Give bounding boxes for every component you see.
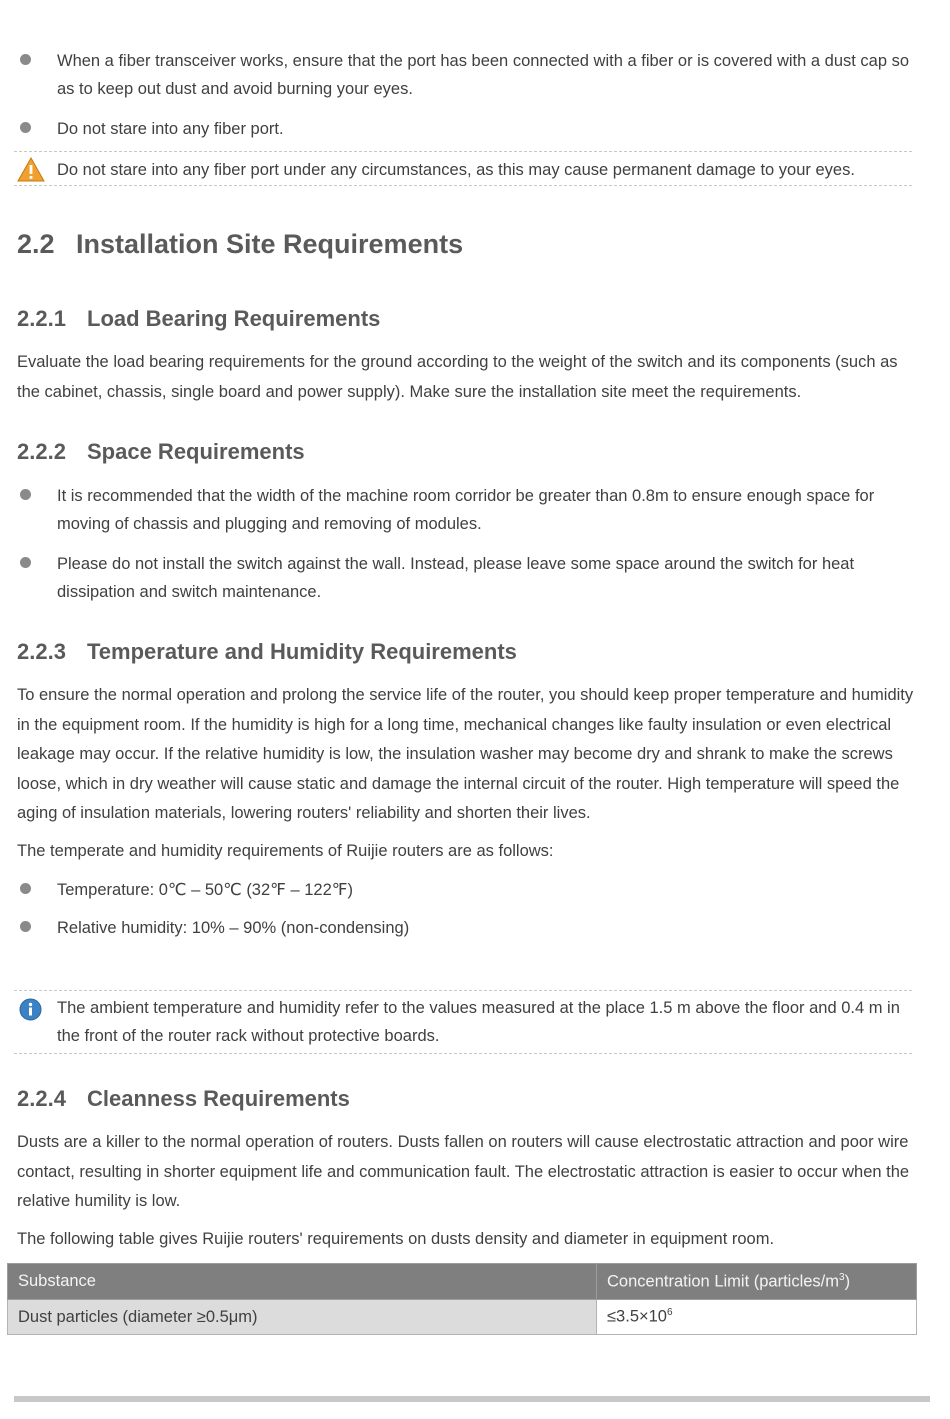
table-header-cell: Concentration Limit $(particles/m^3)$ [597,1264,917,1300]
section-title: Installation Site Requirements [76,229,464,259]
dust-requirements-table [7,1263,917,1335]
notice-divider [14,151,912,152]
warning-notice-text: Do not stare into any fiber port under any circumstances, as this may cause permanent damage to your eyes. [57,161,855,179]
bullet-text: Temperature: 0℃ – 50℃ (32℉ – 122℉) [57,881,353,899]
info-notice-text: The ambient temperature and humidity refer to the values measured at the place 1.5 m above the floor and 0.4 m in the front of the router rack without protective boards. [57,999,900,1045]
bullet-text: When a fiber transceiver works, ensure that the port has been connected with a fiber or is covered with a dust cap so as to keep out dust and avoid burning your eyes. [57,52,910,98]
body-paragraph: The following table gives Ruijie routers' requirements on dusts density and diameter in equipment room. [17,1230,775,1248]
bullet-icon [20,54,31,65]
info-icon [19,998,42,1021]
table-header-row [8,1264,917,1300]
warning-triangle-icon [17,157,45,182]
subsection-title: Temperature and Humidity Requirements [87,639,517,664]
bullet-icon [20,122,31,133]
subsection-number: 2.2.3 [17,639,66,664]
subsection-number: 2.2.1 [17,306,66,331]
bullet-icon [20,921,31,932]
subsection-heading [17,439,305,465]
body-paragraph: Dusts are a killer to the normal operation of routers. Dusts fallen on routers will cause electrostatic attraction and poor wire contact, resulting in shorter equipment life and communication fault. The electrostatic attraction is easier to occur when the relative humility is low. [17,1133,910,1210]
bullet-text: It is recommended that the width of the machine room corridor be greater than 0.8m to ensure enough space for moving of chassis and plugging and removing of modules. [57,487,875,533]
notice-divider [14,1053,912,1054]
bullet-text: Do not stare into any fiber port. [57,120,284,138]
footer-divider [14,1396,930,1402]
table-header-cell: Substance [8,1264,597,1300]
notice-divider [14,185,912,186]
subsection-number: 2.2.2 [17,439,66,464]
body-paragraph: The temperate and humidity requirements of Ruijie routers are as follows: [17,842,554,860]
body-paragraph: Evaluate the load bearing requirements for the ground according to the weight of the switch and its components (such as the cabinet, chassis, single board and power supply). Make sure the installation site meet the requirements. [17,353,898,401]
table-cell: Dust particles (diameter ≥0.5μm) [8,1300,597,1335]
bullet-text: Relative humidity: 10% – 90% (non-condensing) [57,919,410,937]
body-paragraph: To ensure the normal operation and prolong the service life of the router, you should keep proper temperature and humidity in the equipment room. If the humidity is high for a long time, mechanical changes like faulty insulation or even electrical leakage may occur. If the relative humidity is low, the insulation washer may become dry and shrank to make the screws loose, which in dry weather will cause static and damage the internal circuit of the router. High temperature will speed the aging of insulation materials, lowering routers' reliability and shorten their lives. [17,686,914,822]
subsection-number: 2.2.4 [17,1086,66,1111]
bullet-icon [20,489,31,500]
subsection-title: Space Requirements [87,439,305,464]
subsection-heading [17,1086,350,1112]
bullet-icon [20,557,31,568]
notice-divider [14,990,912,991]
subsection-heading [17,639,517,665]
subsection-title: Cleanness Requirements [87,1086,350,1111]
subsection-title: Load Bearing Requirements [87,306,381,331]
section-number: 2.2 [17,229,55,259]
subsection-heading [17,306,380,332]
section-heading [17,229,463,260]
table-cell: $\le 3.5\times 10^6$ [597,1300,917,1335]
bullet-icon [20,883,31,894]
table-row [8,1300,917,1335]
bullet-text: Please do not install the switch against the wall. Instead, please leave some space around the switch for heat dissipation and switch maintenance. [57,555,855,601]
